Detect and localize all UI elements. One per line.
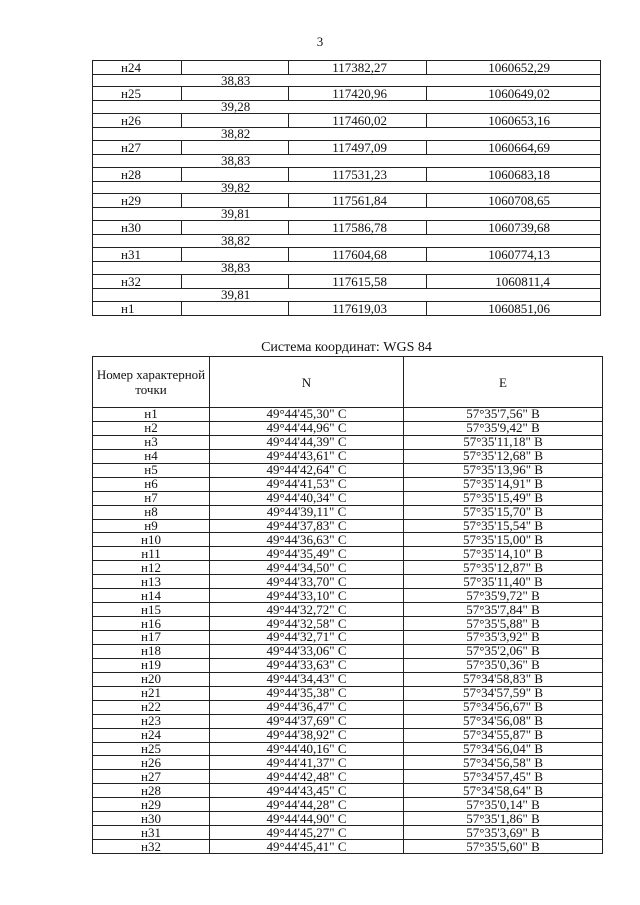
- x-cell: 117561,84: [332, 193, 387, 209]
- east-cell: 57°34'57,59" В: [404, 686, 603, 700]
- point-cell: н25: [121, 85, 141, 101]
- table-row: [92, 168, 601, 195]
- east-cell: 57°35'12,87" В: [404, 561, 603, 575]
- point-cell: н6: [93, 477, 210, 491]
- east-cell: 57°35'5,88" В: [404, 617, 603, 631]
- wgs84-coordinates-table: [92, 356, 603, 854]
- x-cell: 117420,96: [332, 85, 387, 101]
- x-cell: 117586,78: [332, 220, 387, 236]
- point-cell: н1: [121, 301, 135, 317]
- table-row: [93, 589, 603, 603]
- north-cell: 49°44'33,70" С: [210, 575, 404, 589]
- table-row: [92, 221, 601, 248]
- table-row: [93, 505, 603, 519]
- y-cell: 1060708,65: [488, 193, 550, 209]
- point-cell: н18: [93, 644, 210, 658]
- point-cell: н1: [93, 408, 210, 422]
- table-row: [93, 463, 603, 477]
- north-cell: 49°44'36,47" С: [210, 700, 404, 714]
- boundary-coordinates-table: [92, 60, 601, 316]
- point-cell: н24: [121, 60, 141, 75]
- distance-cell: 38,83: [221, 73, 251, 88]
- point-cell: н9: [93, 519, 210, 533]
- point-cell: н13: [93, 575, 210, 589]
- north-cell: 49°44'33,10" С: [210, 589, 404, 603]
- east-cell: 57°34'56,67" В: [404, 700, 603, 714]
- table-row: [93, 491, 603, 505]
- point-cell: н27: [121, 139, 141, 155]
- east-cell: 57°35'11,40" В: [404, 575, 603, 589]
- point-cell: н19: [93, 658, 210, 672]
- east-cell: 57°35'13,96" В: [404, 463, 603, 477]
- east-cell: 57°35'2,06" В: [404, 644, 603, 658]
- north-cell: 49°44'40,16" С: [210, 742, 404, 756]
- distance-cell: 38,83: [221, 152, 251, 168]
- east-cell: 57°35'5,60" В: [404, 840, 603, 854]
- east-cell: 57°35'11,18" В: [404, 435, 603, 449]
- east-cell: 57°35'3,69" В: [404, 826, 603, 840]
- north-cell: 49°44'35,49" С: [210, 547, 404, 561]
- coordinate-system-caption: Система координат: WGS 84: [261, 340, 432, 355]
- north-cell: 49°44'33,63" С: [210, 658, 404, 672]
- table-row: [93, 728, 603, 742]
- point-cell: н21: [93, 686, 210, 700]
- east-cell: 57°34'56,58" В: [404, 756, 603, 770]
- east-cell: 57°35'0,14" В: [404, 798, 603, 812]
- table-row: [93, 770, 603, 784]
- east-cell: 57°34'58,64" В: [404, 784, 603, 798]
- table-row: [93, 826, 603, 840]
- page-number: 3: [316, 34, 324, 49]
- x-cell: 117615,58: [332, 274, 387, 290]
- table-row: [93, 756, 603, 770]
- north-cell: 49°44'44,28" С: [210, 798, 404, 812]
- table-row: [93, 533, 603, 547]
- point-cell: н32: [93, 840, 210, 854]
- east-cell: 57°35'15,49" В: [404, 491, 603, 505]
- table-row: [93, 617, 603, 631]
- point-cell: н28: [121, 166, 141, 182]
- table-row: [92, 114, 601, 141]
- y-cell: 1060649,02: [488, 85, 550, 101]
- table-row: [93, 714, 603, 728]
- east-cell: 57°35'15,54" В: [404, 519, 603, 533]
- point-cell: н32: [121, 274, 141, 290]
- north-cell: 49°44'34,43" С: [210, 672, 404, 686]
- table-row: [93, 686, 603, 700]
- table-row: [93, 812, 603, 826]
- table-row: [92, 275, 601, 302]
- north-cell: 49°44'43,61" С: [210, 449, 404, 463]
- y-cell: 1060851,06: [488, 301, 550, 317]
- distance-cell: 39,81: [221, 206, 251, 222]
- north-cell: 49°44'41,37" С: [210, 756, 404, 770]
- table-row: [93, 575, 603, 589]
- east-cell: 57°35'14,10" В: [404, 547, 603, 561]
- point-cell: н28: [93, 784, 210, 798]
- table-row: [93, 603, 603, 617]
- north-cell: 49°44'38,92" С: [210, 728, 404, 742]
- table-row: [93, 435, 603, 449]
- point-cell: н31: [93, 826, 210, 840]
- point-cell: н4: [93, 449, 210, 463]
- table-row: [93, 784, 603, 798]
- table-row: [93, 672, 603, 686]
- table-row: [93, 644, 603, 658]
- y-cell: 1060653,16: [488, 112, 550, 128]
- table-row: [92, 194, 601, 221]
- table-row: [93, 700, 603, 714]
- east-cell: 57°35'9,72" В: [404, 589, 603, 603]
- y-cell: 1060652,29: [488, 60, 550, 75]
- north-cell: 49°44'39,11" С: [210, 505, 404, 519]
- point-cell: н30: [93, 812, 210, 826]
- east-cell: 57°35'15,70" В: [404, 505, 603, 519]
- distance-cell: 39,81: [221, 287, 251, 303]
- east-cell: 57°35'3,92" В: [404, 631, 603, 645]
- table-row: [93, 658, 603, 672]
- north-cell: 49°44'41,53" С: [210, 477, 404, 491]
- point-cell: н16: [93, 617, 210, 631]
- point-cell: н5: [93, 463, 210, 477]
- point-cell: н2: [93, 421, 210, 435]
- table-row: [92, 60, 601, 87]
- east-cell: 57°35'0,36" В: [404, 658, 603, 672]
- table-header-row: [93, 357, 603, 408]
- east-cell: 57°34'58,83" В: [404, 672, 603, 686]
- east-cell: 57°35'9,42" В: [404, 421, 603, 435]
- header-e: E: [404, 357, 603, 408]
- table-row: [93, 742, 603, 756]
- point-cell: н20: [93, 672, 210, 686]
- north-cell: 49°44'44,96" С: [210, 421, 404, 435]
- north-cell: 49°44'36,63" С: [210, 533, 404, 547]
- x-cell: 117460,02: [332, 112, 387, 128]
- point-cell: н31: [121, 247, 141, 263]
- table-row: [92, 302, 601, 316]
- point-cell: н27: [93, 770, 210, 784]
- north-cell: 49°44'45,30" С: [210, 408, 404, 422]
- point-cell: н26: [121, 112, 141, 128]
- north-cell: 49°44'42,48" С: [210, 770, 404, 784]
- y-cell: 1060683,18: [488, 166, 550, 182]
- point-cell: н8: [93, 505, 210, 519]
- distance-cell: 39,28: [221, 98, 251, 114]
- east-cell: 57°35'12,68" В: [404, 449, 603, 463]
- point-cell: н14: [93, 589, 210, 603]
- table-row: [93, 840, 603, 854]
- point-cell: н29: [93, 798, 210, 812]
- point-cell: н10: [93, 533, 210, 547]
- table-row: [93, 547, 603, 561]
- y-cell: 1060774,13: [488, 247, 550, 263]
- table-row: [93, 477, 603, 491]
- north-cell: 49°44'32,71" С: [210, 631, 404, 645]
- x-cell: 117619,03: [332, 301, 387, 317]
- table-row: [93, 519, 603, 533]
- point-cell: н22: [93, 700, 210, 714]
- x-cell: 117497,09: [332, 139, 387, 155]
- east-cell: 57°35'14,91" В: [404, 477, 603, 491]
- y-cell: 1060664,69: [488, 139, 550, 155]
- east-cell: 57°35'15,00" В: [404, 533, 603, 547]
- north-cell: 49°44'37,83" С: [210, 519, 404, 533]
- x-cell: 117604,68: [332, 247, 387, 263]
- x-cell: 117382,27: [332, 60, 387, 75]
- table-row: [93, 408, 603, 422]
- north-cell: 49°44'34,50" С: [210, 561, 404, 575]
- east-cell: 57°35'7,56" В: [404, 408, 603, 422]
- table-row: [93, 631, 603, 645]
- table-row: [93, 798, 603, 812]
- point-cell: н26: [93, 756, 210, 770]
- point-cell: н30: [121, 220, 141, 236]
- table-row: [93, 561, 603, 575]
- east-cell: 57°34'56,04" В: [404, 742, 603, 756]
- point-cell: н7: [93, 491, 210, 505]
- north-cell: 49°44'42,64" С: [210, 463, 404, 477]
- north-cell: 49°44'32,58" С: [210, 617, 404, 631]
- y-cell: 1060739,68: [488, 220, 550, 236]
- point-cell: н29: [121, 193, 141, 209]
- east-cell: 57°35'7,84" В: [404, 603, 603, 617]
- north-cell: 49°44'43,45" С: [210, 784, 404, 798]
- east-cell: 57°35'1,86" В: [404, 812, 603, 826]
- north-cell: 49°44'35,38" С: [210, 686, 404, 700]
- east-cell: 57°34'56,08" В: [404, 714, 603, 728]
- table-row: [92, 141, 601, 168]
- east-cell: 57°34'57,45" В: [404, 770, 603, 784]
- point-cell: н12: [93, 561, 210, 575]
- point-cell: н23: [93, 714, 210, 728]
- north-cell: 49°44'45,41" С: [210, 840, 404, 854]
- table-row: [93, 421, 603, 435]
- north-cell: 49°44'32,72" С: [210, 603, 404, 617]
- north-cell: 49°44'37,69" С: [210, 714, 404, 728]
- point-cell: н3: [93, 435, 210, 449]
- point-cell: н17: [93, 631, 210, 645]
- north-cell: 49°44'40,34" С: [210, 491, 404, 505]
- east-cell: 57°34'55,87" В: [404, 728, 603, 742]
- distance-cell: 38,82: [221, 233, 251, 249]
- north-cell: 49°44'44,39" С: [210, 435, 404, 449]
- north-cell: 49°44'44,90" С: [210, 812, 404, 826]
- distance-cell: 38,83: [221, 260, 251, 276]
- x-cell: 117531,23: [332, 166, 387, 182]
- table-row: [92, 87, 601, 114]
- distance-cell: 38,82: [221, 125, 251, 141]
- y-cell: 1060811,4: [495, 274, 550, 290]
- north-cell: 49°44'45,27" С: [210, 826, 404, 840]
- distance-cell: 39,82: [221, 179, 251, 195]
- point-cell: н15: [93, 603, 210, 617]
- header-point-number: Номер характерной точки: [93, 357, 210, 408]
- point-cell: н24: [93, 728, 210, 742]
- north-cell: 49°44'33,06" С: [210, 644, 404, 658]
- header-n: N: [210, 357, 404, 408]
- table-row: [92, 248, 601, 275]
- point-cell: н25: [93, 742, 210, 756]
- point-cell: н11: [93, 547, 210, 561]
- table-row: [93, 449, 603, 463]
